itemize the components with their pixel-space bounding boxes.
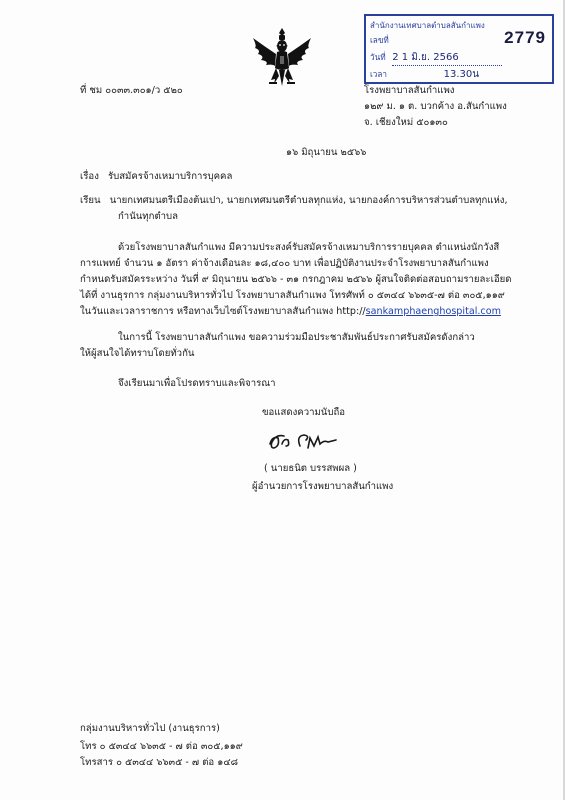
received-stamp <box>364 14 554 84</box>
body2-line1: ในการนี้ โรงพยาบาลสันกำแพง ขอความร่วมมือประชาสัมพันธ์ประกาศรับสมัครดังกล่าว <box>118 332 475 343</box>
footer-fax: โทรสาร ๐ ๕๓๔๔ ๖๖๓๕ - ๗ ต่อ ๑๔๘ <box>80 757 238 768</box>
body1-line5: ในวันและเวลาราชการ หรือทางเว็บไซต์โรงพยาบาลสันกำแพง http:// <box>80 306 366 317</box>
subject-text: รับสมัครจ้างเหมาบริการบุคคล <box>107 171 233 182</box>
subject-label: เรื่อง <box>80 171 99 182</box>
body2-line2: ให้ผู้สนใจได้ทราบโดยทั่วกัน <box>80 348 195 359</box>
body1-line2: การแพทย์ จำนวน ๑ อัตรา ค่าจ้างเดือนละ ๑๘,๔๐๐ บาท เพื่อปฏิบัติงานประจำโรงพยาบาลสันกำแพง <box>80 258 489 269</box>
sender-name: โรงพยาบาลสันกำแพง <box>364 85 455 96</box>
handwritten-signature-icon <box>266 426 342 456</box>
to-label: เรียน <box>80 195 101 206</box>
body1-line4: ได้ที่ งานธุรการ กลุ่มงานบริหารทั่วไป โรงพยาบาลสันกำแพง โทรศัพท์ ๐ ๕๓๔๔ ๖๖๓๕-๗ ต่อ ๓๐๕,๑๑๙ <box>80 290 505 301</box>
stamp-number-label: เลขที่ <box>370 35 389 45</box>
letter-date: ๑๖ มิถุนายน ๒๕๖๖ <box>286 147 367 158</box>
reference-number: ที่ ชม ๐๐๓๓.๓๐๑/ว ๕๒๐ <box>80 85 183 96</box>
sender-address-line2: จ. เชียงใหม่ ๕๐๑๓๐ <box>364 117 448 128</box>
signer-name: ( นายธนิต บรรสพผล ) <box>264 463 357 474</box>
closing-request: จึงเรียนมาเพื่อโปรดทราบและพิจารณา <box>118 378 276 389</box>
stamp-number: 2779 <box>504 28 546 47</box>
garuda-emblem-icon <box>249 24 315 90</box>
to-line2: กำนันทุกตำบล <box>118 211 179 222</box>
body1-line3: กำหนดรับสมัครระหว่าง วันที่ ๙ มิถุนายน ๒๕๖๖ - ๓๑ กรกฎาคม ๒๕๖๖ ผู้สนใจติดต่อสอบถามรายละเอียด <box>80 274 512 285</box>
stamp-time-value: 13.30น <box>404 67 494 83</box>
stamp-date-label: วันที่ <box>370 52 386 62</box>
body1-line1: ด้วยโรงพยาบาลสันกำแพง มีความประสงค์รับสมัครจ้างเหมาบริการรายบุคคล ตำแหน่งนักวังสี <box>118 242 500 253</box>
to-line1: นายกเทศมนตรีเมืองต้นเปา, นายกเทศมนตรีตำบลทุกแห่ง, นายกองค์การบริหารส่วนตำบลทุกแห่ง, <box>109 195 508 206</box>
footer-telephone: โทร ๐ ๕๓๔๔ ๖๖๓๕ - ๗ ต่อ ๓๐๕,๑๑๙ <box>80 741 243 752</box>
valediction: ขอแสดงความนับถือ <box>262 407 346 418</box>
signer-title: ผู้อำนวยการโรงพยาบาลสันกำแพง <box>252 481 394 492</box>
stamp-time-label: เวลา <box>370 69 388 79</box>
stamp-date-value: 2 1 มิ.ย. 2566 <box>392 50 502 66</box>
stamp-office: สำนักงานเทศบาลตำบลสันกำแพง <box>370 21 485 30</box>
website-link[interactable]: sankamphaenghospital.com <box>365 306 501 317</box>
sender-address-line1: ๑๒๙ ม. ๑ ต. บวกค้าง อ.สันกำแพง <box>364 101 507 112</box>
footer-department: กลุ่มงานบริหารทั่วไป (งานธุรการ) <box>80 723 220 734</box>
